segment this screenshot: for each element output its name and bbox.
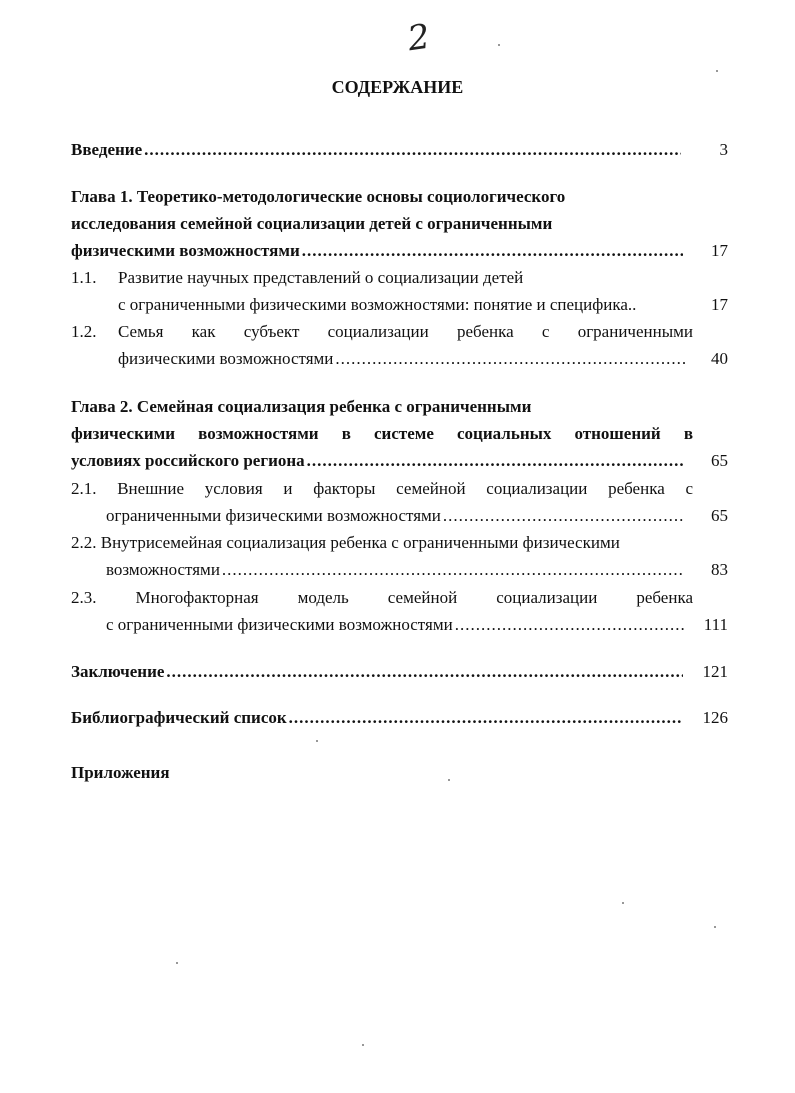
toc-entry-label: физическими возможностями — [71, 241, 300, 260]
leader-dots — [289, 706, 683, 730]
leader-dots — [443, 504, 685, 528]
leader-dots — [335, 347, 685, 371]
chapter-1-title-line3[interactable] — [71, 239, 683, 263]
toc-page-number: 65 — [711, 506, 728, 525]
section-2-1-line1[interactable]: 2.1. Внешние условия и факторы семейной социализации ребенка с — [71, 479, 693, 498]
scan-speck — [714, 926, 716, 928]
scan-speck — [448, 779, 450, 781]
leader-dots — [455, 613, 685, 637]
section-2-3-line1[interactable]: 2.3. Многофакторная модель семейной социализации ребенка — [71, 588, 693, 607]
leader-dots — [302, 239, 683, 263]
leader-dots — [307, 449, 683, 473]
section-1-1-line2[interactable]: с ограниченными физическими возможностями: понятие и специфика.. — [118, 295, 637, 314]
chapter-2-title-line1[interactable]: Глава 2. Семейная социализация ребенка с ограниченными — [71, 397, 532, 416]
toc-page-number: 17 — [711, 241, 728, 260]
toc-entry-appendices[interactable]: Приложения — [71, 763, 170, 782]
toc-page-number: 65 — [711, 451, 728, 470]
toc-entry-label: ограниченными физическими возможностями — [106, 506, 441, 525]
toc-page-number: 83 — [711, 560, 728, 579]
toc-entry-label: Библиографический список — [71, 708, 287, 727]
section-1-2-line1[interactable]: Семья как субъект социализации ребенка с ограниченными — [118, 322, 693, 341]
section-1-1-line1[interactable]: Развитие научных представлений о социализации детей — [118, 268, 524, 287]
scan-speck — [176, 962, 178, 964]
scan-speck — [316, 740, 318, 742]
section-2-1-line2[interactable] — [106, 504, 685, 528]
handwritten-page-number: 2 — [405, 16, 433, 60]
toc-entry-bibliography[interactable] — [71, 706, 683, 730]
section-2-2-line1[interactable]: 2.2. Внутрисемейная социализация ребенка с ограниченными физическими — [71, 533, 620, 552]
toc-page-number: 121 — [702, 662, 728, 681]
toc-entry-introduction[interactable] — [71, 138, 681, 162]
section-number: 1.1. — [71, 268, 97, 287]
chapter-1-title-line2[interactable]: исследования семейной социализации детей с ограниченными — [71, 214, 553, 233]
leader-dots — [166, 660, 683, 684]
scan-speck — [716, 70, 718, 72]
chapter-2-title-line3[interactable] — [71, 449, 683, 473]
section-2-3-line2[interactable] — [106, 613, 685, 637]
toc-entry-conclusion[interactable] — [71, 660, 683, 684]
scan-speck — [498, 44, 500, 46]
toc-entry-label: возможностями — [106, 560, 220, 579]
toc-page-number: 40 — [711, 349, 728, 368]
chapter-2-title-line2[interactable]: физическими возможностями в системе социальных отношений в — [71, 424, 693, 443]
toc-entry-label: Введение — [71, 140, 143, 159]
toc-page-number: 126 — [702, 708, 728, 727]
section-2-2-line2[interactable] — [106, 558, 685, 582]
toc-entry-label: условиях российского региона — [71, 451, 305, 470]
toc-page-number: 111 — [703, 615, 728, 634]
leader-dots — [144, 138, 681, 162]
toc-entry-label: с ограниченными физическими возможностями — [106, 615, 453, 634]
section-number: 1.2. — [71, 322, 97, 341]
scan-speck — [362, 1044, 364, 1046]
scan-speck — [622, 902, 624, 904]
toc-entry-label: Заключение — [71, 662, 165, 681]
toc-page-number: 3 — [719, 140, 728, 159]
chapter-1-title-line1[interactable]: Глава 1. Теоретико-методологические основы социологического — [71, 187, 566, 206]
page-title: СОДЕРЖАНИЕ — [331, 77, 464, 97]
leader-dots — [222, 558, 685, 582]
section-1-2-line2[interactable] — [118, 347, 685, 371]
toc-entry-label: физическими возможностями — [118, 349, 334, 368]
toc-page-number: 17 — [711, 295, 728, 314]
